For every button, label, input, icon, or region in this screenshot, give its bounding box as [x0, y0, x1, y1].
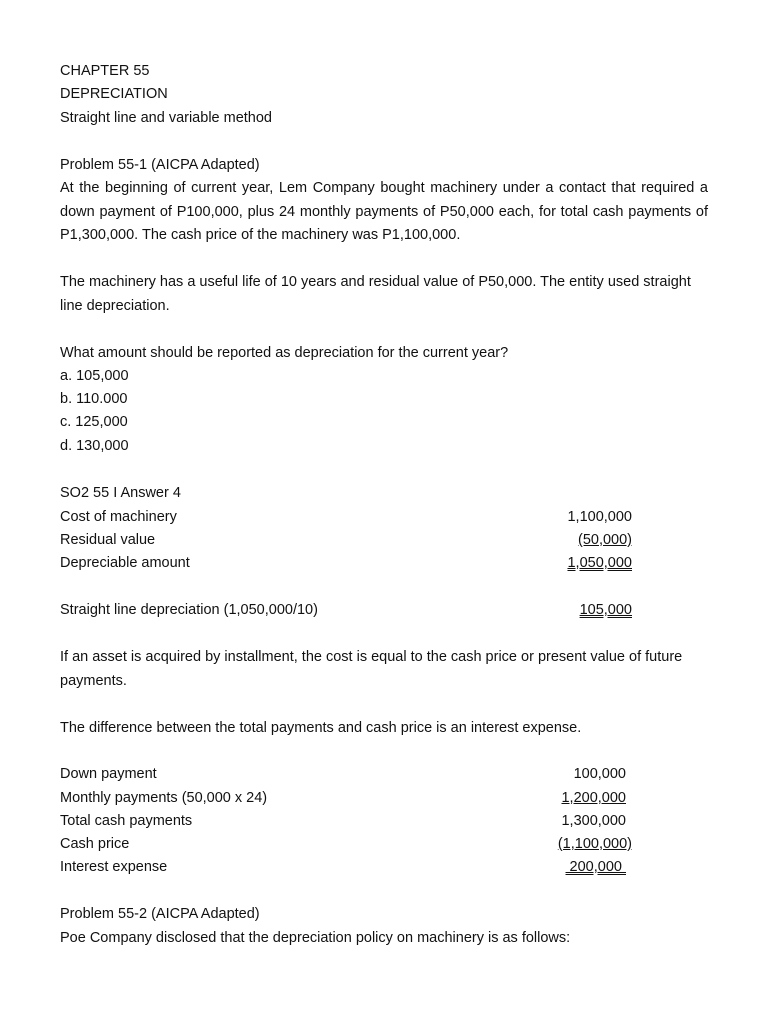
row-label: Cost of machinery	[60, 509, 177, 525]
chapter-title: DEPRECIATION	[60, 86, 168, 102]
choice-a: a. 105,000	[60, 368, 129, 384]
choice-c: c. 125,000	[60, 414, 128, 430]
row-label: Interest expense	[60, 859, 168, 875]
row-amount: 1,100,000	[567, 509, 632, 525]
problem-1-paragraph-1: At the beginning of current year, Lem Company bought machinery under a contact that required a down payment of P100,000, plus 24 monthly payments of P50,000 each, for total cash payments of P1,300,000. The cash price of the machinery was P1,100,000.	[60, 180, 708, 243]
chapter-subtitle: Straight line and variable method	[60, 110, 272, 126]
row-amount: 100,000	[573, 766, 626, 782]
problem-2-intro: Poe Company disclosed that the depreciation policy on machinery is as follows:	[60, 930, 571, 946]
document-page	[60, 0, 708, 1024]
row-label: Depreciable amount	[60, 555, 190, 571]
answer-1-heading: SO2 55 I Answer 4	[60, 485, 181, 501]
straight-line-row	[60, 600, 708, 620]
row-label: Monthly payments (50,000 x 24)	[60, 790, 268, 806]
row-label: Residual value	[60, 532, 156, 548]
choice-b: b. 110.000	[60, 391, 128, 407]
table-row	[60, 834, 708, 854]
row-amount: 1,050,000	[567, 555, 632, 571]
row-amount: (1,100,000)	[557, 836, 632, 852]
table-row	[60, 507, 708, 527]
interest-note: The difference between the total payments and cash price is an interest expense.	[60, 720, 582, 736]
chapter-number: CHAPTER 55	[60, 63, 150, 79]
row-label: Cash price	[60, 836, 130, 852]
table-row	[60, 811, 708, 831]
row-amount: 1,200,000	[561, 790, 626, 806]
table-row	[60, 788, 708, 808]
row-amount: (50,000)	[577, 532, 632, 548]
table-row	[60, 764, 708, 784]
table-row	[60, 530, 708, 550]
row-amount: 105,000	[579, 602, 632, 618]
problem-1-question: What amount should be reported as depreciation for the current year?	[60, 345, 509, 361]
row-label: Down payment	[60, 766, 157, 782]
problem-1-heading: Problem 55-1 (AICPA Adapted)	[60, 157, 260, 173]
problem-2-heading: Problem 55-2 (AICPA Adapted)	[60, 906, 260, 922]
row-label: Total cash payments	[60, 813, 193, 829]
table-row	[60, 553, 708, 573]
problem-1-paragraph-2: The machinery has a useful life of 10 years and residual value of P50,000. The entity used straight line depreciation.	[60, 274, 691, 314]
row-amount: 1,300,000	[561, 813, 626, 829]
choice-d: d. 130,000	[60, 438, 129, 454]
installment-note: If an asset is acquired by installment, the cost is equal to the cash price or present value of future payments.	[60, 649, 683, 689]
row-amount: 200,000	[565, 859, 626, 875]
table-row	[60, 857, 708, 877]
row-label: Straight line depreciation (1,050,000/10)	[60, 602, 318, 618]
